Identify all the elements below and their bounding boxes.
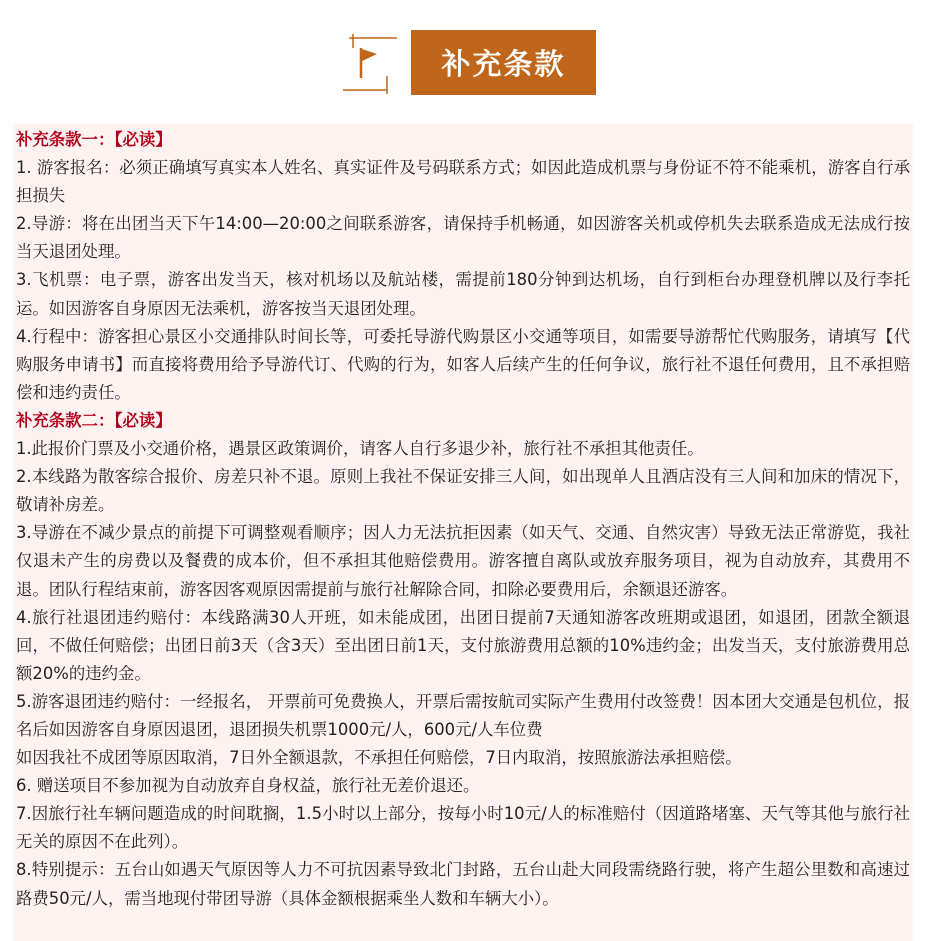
list-item: 6. 赠送项目不参加视为自动放弃自身权益，旅行社无差价退还。 [16,776,480,796]
list-item: 8.特别提示：五台山如遇天气原因等人力不可抗因素导致北门封路，五台山赴大同段需绕路行驶，将产生超公里数和高速过路费50元/人，需当地现付带团导游（具体金额根据乘坐人数和车辆大小）。 [16,860,910,908]
list-item: 7.因旅行社车辆问题造成的时间耽搁，1.5小时以上部分，按每小时10元/人的标准赔付（因道路堵塞、天气等其他与旅行社无关的原因不在此列）。 [16,804,910,852]
section-heading: 补充条款一：【必读】 [16,130,172,149]
list-item: 5.游客退团违约赔付：一经报名， 开票前可免费换人，开票后需按航司实际产生费用付改签费！因本团大交通是包机位，报名后如因游客自身原因退团，退团损失机票1000元/人，600元/人车位费 [16,691,910,739]
list-item: 3.飞机票：电子票，游客出发当天，核对机场以及航站楼，需提前180分钟到达机场，自行到柜台办理登机牌以及行李托运。如因游客自身原因无法乘机，游客按当天退团处理。 [16,270,910,318]
list-item: 4.行程中：游客担心景区小交通排队时间长等，可委托导游代购景区小交通等项目，如需要导游帮忙代购服务，请填写【代购服务申请书】而直接将费用给予导游代订、代购的行为，如客人后续产生的任何争议，旅行社不退任何费用，且不承担赔偿和违约责任。 [16,326,910,402]
flag-icon [339,32,401,94]
list-item: 2.本线路为散客综合报价、房差只补不退。原则上我社不保证安排三人间，如出现单人且酒店没有三人间和加床的情况下，敬请补房差。 [16,467,910,515]
list-item: 如因我社不成团等原因取消，7日外全额退款，不承担任何赔偿，7日内取消，按照旅游法承担赔偿。 [16,748,742,768]
list-item: 1.此报价门票及小交通价格，遇景区政策调价，请客人自行多退少补，旅行社不承担其他责任。 [16,439,704,459]
list-item: 1. 游客报名：必须正确填写真实本人姓名、真实证件及号码联系方式；如因此造成机票与身份证不符不能乘机，游客自行承担损失 [16,158,910,206]
list-item: 4.旅行社退团违约赔付：本线路满30人开班，如未能成团，出团日提前7天通知游客改班期或退团，如退团，团款全额退回，不做任何赔偿；出团日前3天（含3天）至出团日前1天，支付旅游费用总额的10%违约金；出发当天，支付旅游费用总额20%的违约金。 [16,607,910,683]
list-item: 2.导游：将在出团当天下午14:00—20:00之间联系游客，请保持手机畅通，如因游客关机或停机失去联系造成无法成行按当天退团处理。 [16,214,910,262]
list-item: 3.导游在不减少景点的前提下可调整观看顺序；因人力无法抗拒因素（如天气、交通、自然灾害）导致无法正常游览，我社仅退未产生的房费以及餐费的成本价，但不承担其他赔偿费用。游客擅自离队或放弃服务项目，视为自动放弃，其费用不退。团队行程结束前，游客因客观原因需提前与旅行社解除合同，扣除必要费用后，余额退还游客。 [16,523,910,599]
section-header [0,0,927,120]
section-heading: 补充条款二：【必读】 [16,410,172,430]
page-title: 补充条款 [441,47,566,81]
page-title-badge [411,30,596,95]
terms-content [13,124,913,941]
